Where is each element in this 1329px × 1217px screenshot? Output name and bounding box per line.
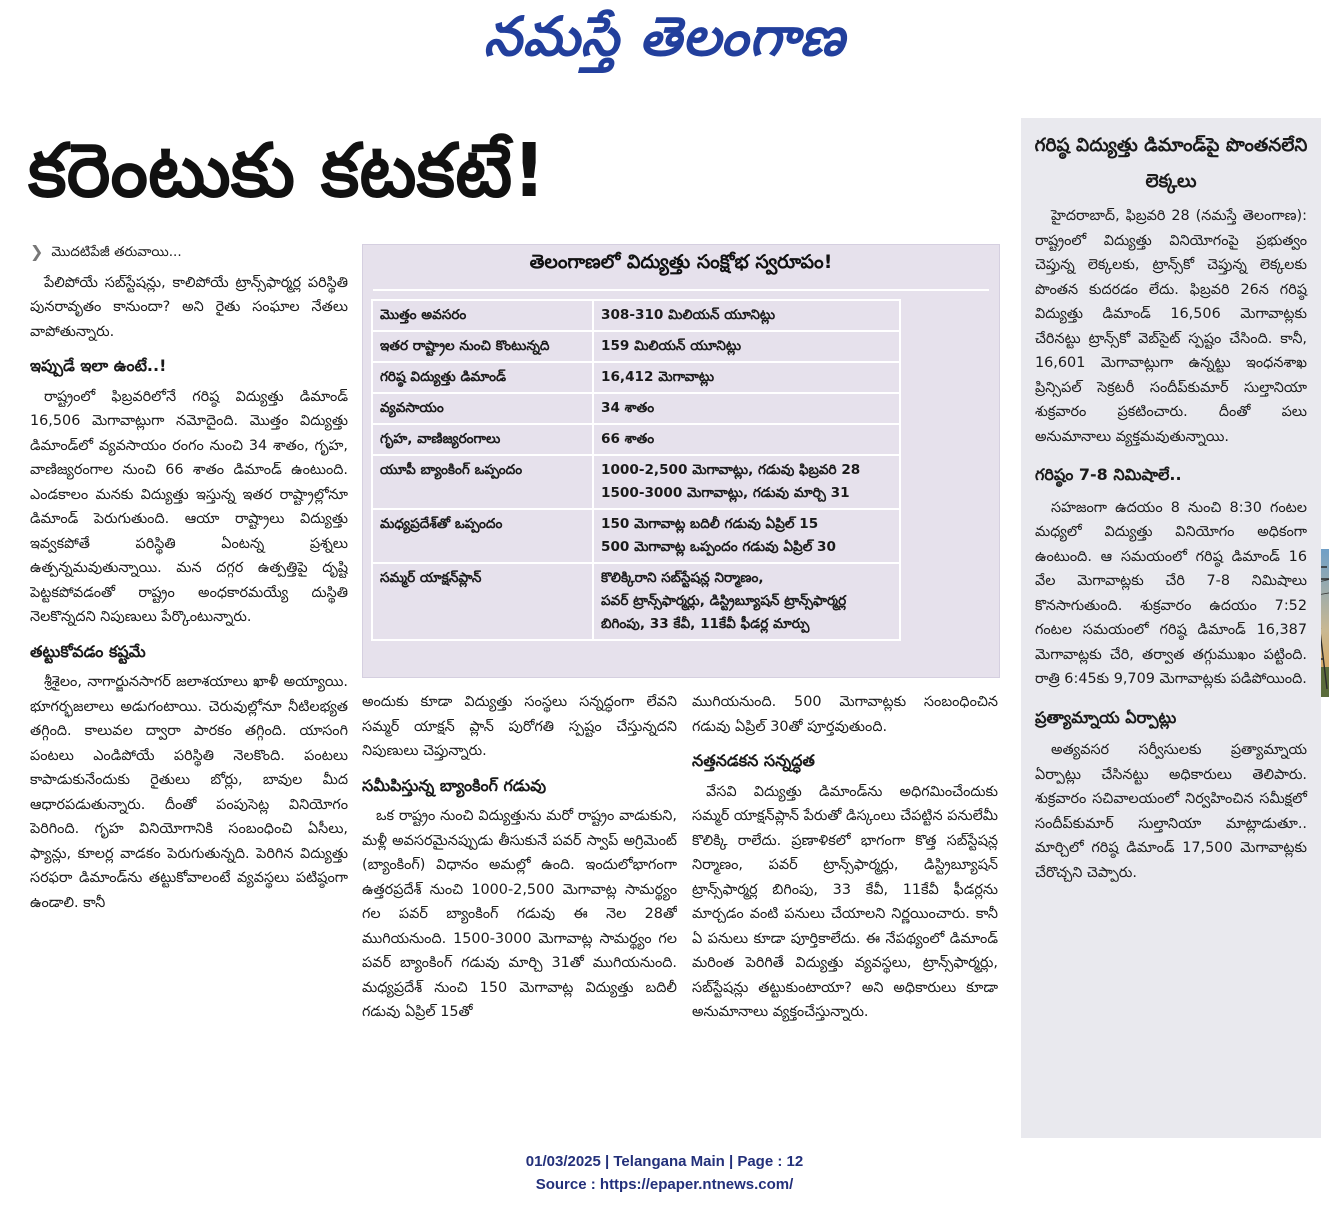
- row-value-line: 150 మెగావాట్ల బదిలీ గడువు ఏప్రిల్‌ 15: [601, 516, 819, 532]
- row-value-line: 1000-2,500 మెగావాట్లు, గడువు ఫిబ్రవరి 28: [601, 462, 861, 478]
- row-label: వ్యవసాయం: [372, 393, 593, 424]
- source-link[interactable]: Source : https://epaper.ntnews.com/: [535, 1176, 794, 1193]
- subheading: గరిష్ఠం 7-8 నిమిషాలే..: [1035, 465, 1182, 484]
- sidebar-article: [1021, 118, 1321, 1138]
- paragraph: వేసవి విద్యుత్తు డిమాండ్‌ను అధిగమించేందుకు సమ్మర్‌ యాక్షన్‌ప్లాన్‌ పేరుతో డిస్కంలు చేపట్టిన పనులేమీ కొలిక్కి రాలేదు. ప్రణాళికలో భాగంగా కొత్త సబ్‌స్టేషన్ల నిర్మాణం, పవర్‌ ట్రాన్స్‌ఫార్మర్లు, డిస్ట్రిబ్యూషన్‌ ట్రాన్స్‌ఫార్మర్ల బిగింపు, 33 కేవీ, 11కేవీ ఫీడర్లను మార్చడం వంటి పనులు చేయాలని నిర్ణయించారు. కానీ ఏ పనులు కూడా పూర్తికాలేదు. ఈ నేపథ్యంలో డిమాండ్‌ మరింత పెరిగితే విద్యుత్తు వ్యవస్థలు, ట్రాన్స్‌ఫార్మర్లు, సబ్‌స్టేషన్లు తట్టుకుంటాయా? అని అధికారులు కూడా అనుమానాలు వ్యక్తంచేస్తున్నారు.: [692, 783, 998, 1020]
- row-label: సమ్మర్‌ యాక్షన్‌ప్లాన్‌: [372, 563, 593, 640]
- row-label: మధ్యప్రదేశ్‌తో ఒప్పందం: [372, 509, 593, 563]
- subheading: తట్టుకోవడం కష్టమే: [30, 641, 146, 661]
- paragraph: శ్రీశైలం, నాగార్జునసాగర్‌ జలాశయాలు ఖాళీ అయ్యాయి. భూగర్భజలాలు అడుగంటాయి. చెరువుల్లోనూ నీటిలభ్యత తగ్గింది. కాలువల ద్వారా పారకం తగ్గింది. యాసంగి పంటలు ఎండిపోయే పరిస్థితి నెలకొంది. పంటలు కాపాడుకునేందుకు రైతులు బోర్లు, బావుల మీద ఆధారపడుతున్నారు. దీంతో పంపుసెట్ల వినియోగం పెరిగింది. గృహ వినియోగానికి సంబంధించి ఏసీలు, ఫ్యాన్లు, కూలర్ల వాడకం పెరుగుతున్నది. పెరిగిన విద్యుత్తు సరఫరా డిమాండ్‌ను తట్టుకోవాలంటే వ్యవస్థలు పటిష్ఠంగా ఉండాలి. కానీ: [30, 674, 348, 911]
- sidebar-body: [1021, 204, 1321, 885]
- subheading: నత్తనడకన సన్నద్ధత: [692, 751, 815, 770]
- row-value: 66 శాతం: [593, 424, 900, 455]
- row-value: [593, 455, 900, 509]
- paragraph: పేలిపోయే సబ్‌స్టేషన్లు, కాలిపోయే ట్రాన్స్‌ఫార్మర్ల పరిస్థితి పునరావృతం కానుందా? అని రైతు సంఘాల నేతలు వాపోతున్నారు.: [30, 274, 348, 340]
- row-label: గరిష్ఠ విద్యుత్తు డిమాండ్‌: [372, 362, 593, 393]
- row-value-line: పవర్‌ ట్రాన్స్‌ఫార్మర్లు, డిస్ట్రిబ్యూషన్‌ ట్రాన్స్‌ఫార్మర్ల: [601, 593, 847, 609]
- newspaper-masthead: నమస్తే తెలంగాణ: [483, 4, 846, 68]
- row-value-line: 500 మెగావాట్ల ఒప్పందం గడువు ఏప్రిల్‌ 30: [601, 539, 836, 555]
- row-value: 308-310 మిలియన్‌ యూనిట్లు: [593, 300, 900, 331]
- paragraph: ఒక రాష్ట్రం నుంచి విద్యుత్తును మరో రాష్ట్రం వాడుకుని, మళ్లీ అవసరమైనప్పుడు తీసుకునే పవర్‌ స్వాప్‌ అగ్రిమెంట్‌ (బ్యాంకింగ్‌) విధానం అమల్లో ఉంది. ఇందులోభాగంగా ఉత్తరప్రదేశ్‌ నుంచి 1000-2,500 మెగావాట్ల సామర్థ్యం గల పవర్‌ బ్యాంకింగ్‌ గడువు ఈ నెల 28తో ముగియనుంది. 1500-3000 మెగావాట్ల సామర్థ్యం గల పవర్‌ బ్యాంకింగ్‌ గడువు మార్చి 31తో ముగియనుంది. మధ్యప్రదేశ్‌ నుంచి 150 మెగావాట్ల విద్యుత్తు బదిలీ గడువు ఏప్రిల్‌ 15తో: [362, 808, 677, 1020]
- divider: [373, 289, 989, 291]
- article-column-3: [692, 690, 998, 1160]
- table-row: [372, 362, 900, 393]
- table-row: [372, 331, 900, 362]
- table-row: [372, 455, 900, 509]
- row-label: గృహ, వాణిజ్యరంగాలు: [372, 424, 593, 455]
- continued-marker: [30, 240, 348, 265]
- row-value: [593, 563, 900, 640]
- table-row: [372, 424, 900, 455]
- article-column-2: [362, 690, 677, 1160]
- info-box-title: తెలంగాణలో విద్యుత్తు సంక్షోభ స్వరూపం!: [529, 251, 833, 273]
- row-value: [593, 509, 900, 563]
- sidebar-heading: గరిష్ఠ విద్యుత్తు డిమాండ్‌పై పొంతనలేని లెక్కలు: [1034, 135, 1308, 192]
- row-label: ఇతర రాష్ట్రాల నుంచి కొంటున్నది: [372, 331, 593, 362]
- main-headline: కరెంటుకు కటకటే!: [28, 128, 547, 214]
- row-value: 34 శాతం: [593, 393, 900, 424]
- row-label: మొత్తం అవసరం: [372, 300, 593, 331]
- row-value: 16,412 మెగావాట్లు: [593, 362, 900, 393]
- table-row: [372, 300, 900, 331]
- table-row: [372, 393, 900, 424]
- info-box: [362, 244, 1000, 678]
- paragraph: సహజంగా ఉదయం 8 నుంచి 8:30 గంటల మధ్యలో విద్యుత్తు వినియోగం అధికంగా ఉంటుంది. ఆ సమయంలో గరిష్ఠ డిమాండ్‌ 16 వేల మెగావాట్లకు చేరి 7-8 నిమిషాలు కొనసాగుతుంది. శుక్రవారం ఉదయం 7:52 గంటల సమయంలో గరిష్ఠ డిమాండ్‌ 16,387 మెగావాట్లకు చేరి, తర్వాత తగ్గుముఖం పట్టింది. రాత్రి 6:45కు 9,709 మెగావాట్లకు పడిపోయింది.: [1035, 499, 1307, 687]
- table-row: [372, 563, 900, 640]
- row-value-line: బిగింపు, 33 కేవీ, 11కేవీ ఫీడర్ల మార్పు: [601, 616, 810, 632]
- paragraph: రాష్ట్రంలో ఫిబ్రవరిలోనే గరిష్ఠ విద్యుత్తు డిమాండ్‌ 16,506 మెగావాట్లుగా నమోదైంది. మొత్తం విద్యుత్తు డిమాండ్‌లో వ్యవసాయం రంగం నుంచి 34 శాతం, గృహ, వాణిజ్యరంగాల నుంచి 66 శాతం డిమాండ్‌ ఉంటుంది. ఎండకాలం మనకు విద్యుత్తు ఇస్తున్న ఇతర రాష్ట్రాల్లోనూ డిమాండ్‌ పెరుగుతుంది. ఆయా రాష్ట్రాలు విద్యుత్తు ఇవ్వకపోతే పరిస్థితి ఏంటన్న ప్రశ్నలు ఉత్పన్నమవుతున్నాయి. మన దగ్గర ఉత్పత్తిపై దృష్టి పెట్టకపోవడంతో రాష్ట్రం అంధకారమయ్యే దుస్థితి నెలకొన్నదని నిపుణులు పేర్కొంటున్నారు.: [30, 388, 348, 625]
- subheading: సమీపిస్తున్న బ్యాంకింగ్‌ గడువు: [362, 775, 547, 795]
- paragraph: హైదరాబాద్‌, ఫిబ్రవరి 28 (నమస్తే తెలంగాణ): రాష్ట్రంలో విద్యుత్తు వినియోగంపై ప్రభుత్వం చెప్తున్న లెక్కలకు, ట్రాన్స్‌కో చెప్తున్న లెక్కలకు పొంతన కుదరడం లేదు. ఫిబ్రవరి 26న గరిష్ఠ విద్యుత్తు డిమాండ్‌ 16,506 మెగావాట్లకు చేరినట్టు ట్రాన్స్‌కో వెబ్‌సైట్‌ స్పష్టం చేసింది. కానీ, 16,601 మెగావాట్లుగా ఉన్నట్టు ఇంధనశాఖ ప్రిన్సిపల్‌ సెక్రటరీ సందీప్‌కుమార్‌ సుల్తానియా శుక్రవారం ప్రకటించారు. దీంతో పలు అనుమానాలు వ్యక్తమవుతున్నాయి.: [1035, 208, 1307, 445]
- table-row: [372, 509, 900, 563]
- page-footer: [0, 1150, 1329, 1196]
- article-column-1: [30, 240, 348, 1160]
- row-value-line: 1500-3000 మెగావాట్లు, గడువు మార్చి 31: [601, 485, 850, 501]
- continued-label: మొదటిపేజీ తరువాయి...: [51, 244, 182, 260]
- paragraph: అందుకు కూడా విద్యుత్తు సంస్థలు సన్నద్ధంగా లేవని సమ్మర్‌ యాక్షన్‌ ప్లాన్‌ పురోగతి స్పష్టం చేస్తున్నదని నిపుణులు చెప్తున్నారు.: [362, 694, 677, 759]
- paragraph: ముగియనుంది. 500 మెగావాట్లకు సంబంధించిన గడువు ఏప్రిల్‌ 30తో పూర్తవుతుంది.: [692, 694, 998, 735]
- row-value-line: కొలిక్కిరాని సబ్‌స్టేషన్ల నిర్మాణం,: [601, 570, 764, 586]
- subheading: ఇప్పుడే ఇలా ఉంటే..!: [30, 356, 167, 375]
- subheading: ప్రత్యామ్నాయ ఏర్పాట్లు: [1035, 707, 1177, 727]
- row-value: 159 మిలియన్‌ యూనిట్లు: [593, 331, 900, 362]
- paragraph: అత్యవసర సర్వీసులకు ప్రత్యామ్నాయ ఏర్పాట్లు చేసినట్టు అధికారులు తెలిపారు. శుక్రవారం సచివాలయంలో నిర్వహించిన సమీక్షలో సందీప్‌కుమార్‌ సుల్తానియా మాట్లాడుతూ.. మార్చిలో గరిష్ఠ డిమాండ్‌ 17,500 మెగావాట్లకు చేరొచ్చని చెప్పారు.: [1035, 742, 1307, 881]
- edition-info: 01/03/2025 | Telangana Main | Page : 12: [525, 1153, 804, 1170]
- chevron-right-icon: ❯: [30, 242, 44, 261]
- info-table: [371, 299, 901, 641]
- row-label: యూపీ బ్యాంకింగ్‌ ఒప్పందం: [372, 455, 593, 509]
